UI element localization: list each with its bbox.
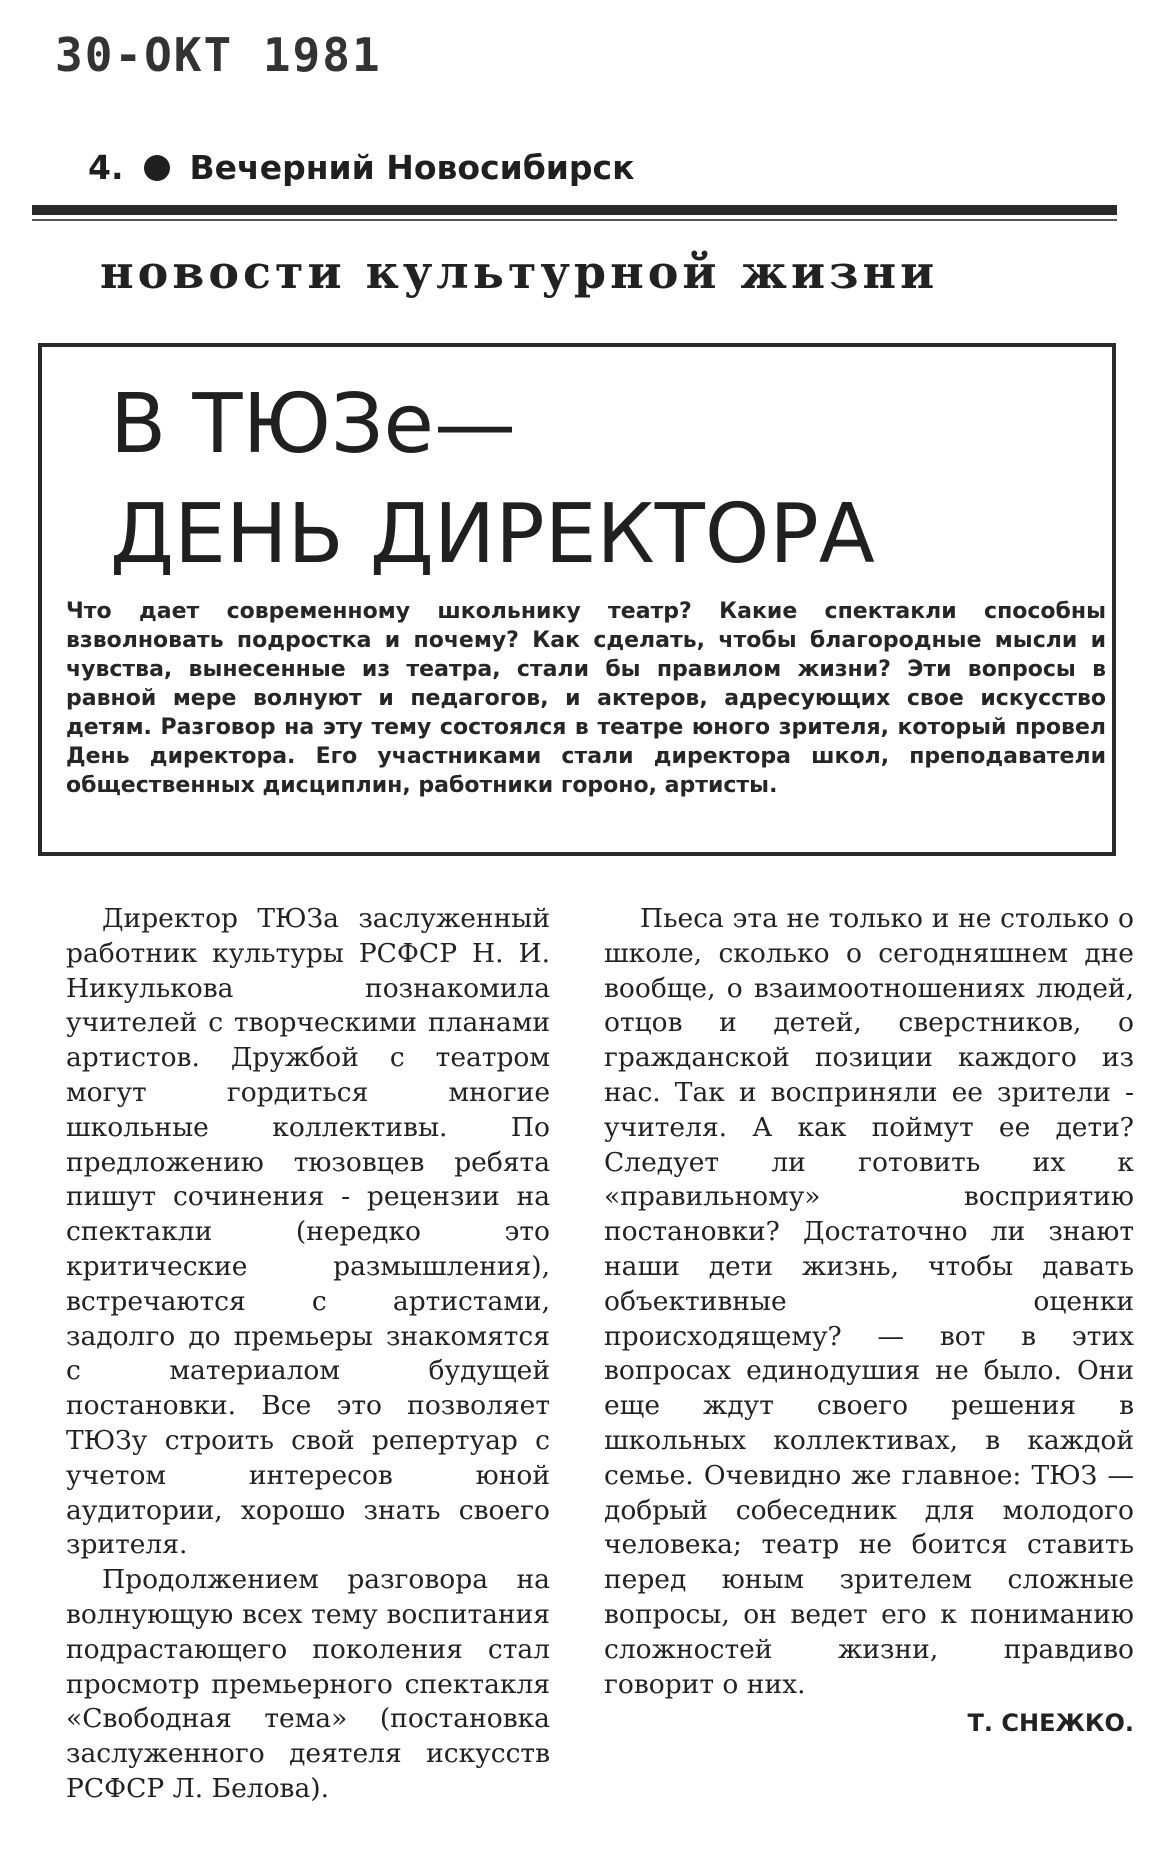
- headline-line-1: В ТЮЗе—: [110, 377, 516, 472]
- article-headline: [110, 370, 875, 590]
- left-paragraph-1: Директор ТЮЗа заслуженный работник культуры РСФСР Н. И. Никулькова познакомила учителей с творческими планами артистов. Дружбой с театром могут гордиться многие школьные коллективы. По предложению тюзовцев ребята пишут сочинения - рецензии на спектакли (нередко это критические размышления), встречаются с артистами, задолго до премьеры знакомятся с материалом будущей постановки. Все это позволяет ТЮЗу строить свой репертуар с учетом интересов юной аудитории, хорошо знать своего зрителя.: [66, 903, 550, 1561]
- article-column-left: [66, 902, 550, 1807]
- article-column-right: [604, 902, 1134, 1741]
- author-signature: Т. СНЕЖКО.: [967, 1709, 1134, 1738]
- page-number: 4.: [88, 148, 124, 187]
- section-rubric: новости культурной жизни: [100, 245, 939, 299]
- right-paragraph-1: Пьеса эта не только и не столько о школе, сколько о сегодняшнем дне вообще, о взаимоотношениях людей, отцов и детей, сверстников, о гражданской позиции каждого из нас. Так и восприняли ее зрители - учителя. А как поймут ее дети? Следует ли готовить их к «правильному» восприятию постановки? Достаточно ли знают наши дети жизнь, чтобы давать объективные оценки происходящему? — вот в этих вопросах единодушия не было. Они еще ждут своего решения в школьных коллективах, в каждой семье. Очевидно же главное: ТЮЗ — добрый собеседник для молодого человека; театр не боится ставить перед юным зрителем сложные вопросы, он ведет его к пониманию сложностей жизни, правдиво говорит о них.: [604, 903, 1134, 1700]
- masthead: [88, 148, 635, 187]
- masthead-rule-thin: [32, 219, 1117, 221]
- bullet-dot-icon: [144, 155, 170, 181]
- headline-line-2: ДЕНЬ ДИРЕКТОРА: [110, 487, 875, 582]
- newspaper-name: Вечерний Новосибирск: [189, 148, 635, 187]
- article-lead: Что дает современному школьнику театр? Какие спектакли способны взволновать подростка и почему? Как сделать, чтобы благородные мысли и чувства, вынесенные из театра, стали бы правилом жизни? Эти вопросы в равной мере волнуют и педагогов, и актеров, адресующих свое искусство детям. Разговор на эту тему состоялся в театре юного зрителя, который провел День директора. Его участниками стали директора школ, преподаватели общественных дисциплин, работники гороно, артисты.: [66, 599, 1106, 798]
- left-paragraph-2: Продолжением разговора на волнующую всех тему воспитания подрастающего поколения стал просмотр премьерного спектакля «Свободная тема» (постановка заслуженного деятеля искусств РСФСР Л. Белова).: [66, 1564, 550, 1804]
- masthead-rule: [32, 205, 1117, 215]
- date-stamp: 30-ОКТ 1981: [55, 28, 382, 82]
